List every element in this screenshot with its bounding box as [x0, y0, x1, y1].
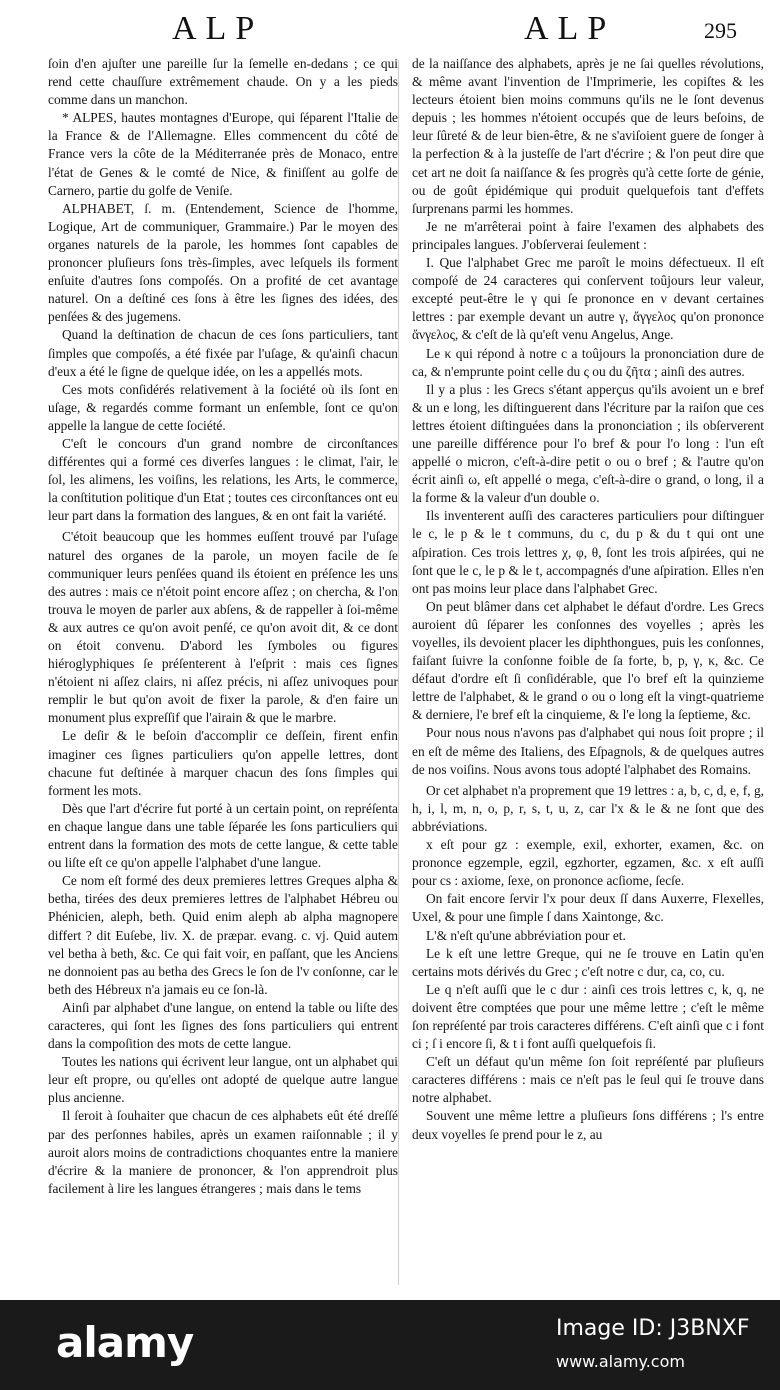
paragraph: Ce nom eſt formé des deux premieres lettres Greques alpha & betha, tirées des deux premieres lettres de l'alphabet Hébreu ou Phénicien, aleph, beth. Quid enim aleph ab alpha magnopere differt ? dit Euſebe, liv. X. de præpar. evang. c. vj. Quid autem vel betha à beth, &c. Ce qui fait voir, en paſſant, que les Anciens ne donnoient pas au betha des Grecs le ſon de l'v conſonne, car le beth des Hébreux n'a jamais eu ce ſon-là.	[48, 873, 398, 997]
paragraph: I. Que l'alphabet Grec me paroît le moins défectueux. Il eſt compoſé de 24 caracteres qui conſervent toûjours leur valeur, excepté peut-être le γ qui ſe prononce en ν devant certaines lettres : par exemple devant un autre γ, ἄγγελος qu'on prononce ἄνγελος, & c'eſt de là qu'eſt venu Angelus, Ange.	[412, 255, 764, 343]
paragraph: Il ſeroit à ſouhaiter que chacun de ces alphabets eût été dreſſé par des perſonnes habiles, après un examen raiſonnable ; il y auroit alors moins de contradictions choquantes entre la maniere d'écrire & la maniere de prononcer, & l'on apprendroit plus facilement à lire les langues étrangeres ; mais dans le tems	[48, 1108, 398, 1196]
paragraph: Le q n'eſt auſſi que le c dur : ainſi ces trois lettres c, k, q, ne doivent être comptées que pour une même lettre ; c'eſt le même ſon repréſenté par trois caracteres différens. C'eſt ainſi que c i font ci ; ſ i encore ſi, & t i font auſſi quelquefois ſi.	[412, 981, 764, 1052]
paragraph: Je ne m'arrêterai point à faire l'examen des alphabets des principales langues. J'obſerverai ſeulement :	[412, 218, 764, 252]
paragraph: Pour nous nous n'avons pas d'alphabet qui nous ſoit propre ; il en eſt de même des Italiens, des Eſpagnols, & de quelques autres de nos voiſins. Nous avons tous adopté l'alphabet des Romains.	[412, 725, 764, 777]
paragraph: x eſt pour gz : exemple, exil, exhorter, examen, &c. on prononce egzemple, egzil, egzhorter, egzamen, &c. x eſt auſſi pour cs : axiome, ſexe, on prononce acſiome, ſecſe.	[412, 837, 764, 889]
running-head-right: ALP	[524, 10, 616, 47]
paragraph: C'étoit beaucoup que les hommes euſſent trouvé par l'uſage naturel des organes de la parole, un moyen facile de ſe communiquer leurs penſées quand ils étoient en préſence les uns des autres : mais ce n'étoit point encore aſſez ; on chercha, & l'on trouva le moyen de parler aux abſens, & de rappeller à ſoi-même & aux autres ce qu'on avoit penſé, ce qu'on avoit dit, & ce dont on étoit convenu. D'abord les ſymboles ou figures hiéroglyphiques ſe préſenterent à l'eſprit : mais ces ſignes n'étoient ni aſſez clairs, ni aſſez précis, ni aſſez univoques pour remplir le but qu'on avoit de fixer la parole, & d'en faire un monument plus expreſſif que l'airain & que le marbre.	[48, 529, 398, 726]
left-text-column	[48, 55, 398, 1293]
paragraph: Le deſir & le beſoin d'accomplir ce deſſein, firent enfin imaginer ces ſignes particuliers qu'on appelle lettres, dont chacune fut deſtinée à marquer chacun des ſons ſimples qui forment les mots.	[48, 728, 398, 798]
watermark-url: www.alamy.com	[556, 1352, 685, 1371]
paragraph: de la naiſſance des alphabets, après je ne ſai quelles révolutions, & même avant l'invention de l'Imprimerie, les copiſtes & les lecteurs étoient bien moins communs qu'ils ne le ſont devenus depuis ; les hommes n'étoient occupés que de leurs beſoins, de leur ſûreté & de leur bien-être, & ne s'aviſoient guere de ſonger à la perfection & à la justeſſe de l'art d'écrire ; & l'on peut dire que cet art ne doit ſa naiſſance & ſes progrès qu'à cette ſorte de génie, ou de goût épidémique qui produit quelquefois tant d'effets ſurprenans parmi les hommes.	[412, 56, 764, 216]
running-head-left: ALP	[172, 10, 264, 47]
paragraph: On fait encore ſervir l'x pour deux ſſ dans Auxerre, Flexelles, Uxel, & pour une ſimple ſ dans Xaintonge, &c.	[412, 891, 764, 925]
paragraph: Toutes les nations qui écrivent leur langue, ont un alphabet qui leur eſt propre, ou qu'elles ont adopté de quelque autre langue plus ancienne.	[48, 1054, 398, 1106]
paragraph: Souvent une même lettre a pluſieurs ſons différens ; l's entre deux voyelles ſe prend pour le z, au	[412, 1108, 764, 1142]
paragraph: Ces mots conſidérés relativement à la ſociété où ils ſont en uſage, & regardés comme formant un enſemble, ſont ce qu'on appelle la langue de cette ſociété.	[48, 381, 398, 433]
paragraph: ALPHABET, ſ. m. (Entendement, Science de l'homme, Logique, Art de communiquer, Grammaire.) Par le moyen des organes naturels de la parole, les hommes ſont capables de prononcer pluſieurs ſons très-ſimples, avec leſquels ils forment enſuite d'autres ſons compoſés. On a profité de cet avantage naturel. On a deſtiné ces ſons à être les ſignes des idées, des penſées & des jugemens.	[48, 200, 398, 325]
paragraph: Le κ qui répond à notre c a toûjours la prononciation dure de ca, & n'emprunte point celle du ς ou du ζῆτα ; ainſi des autres.	[412, 345, 764, 379]
paragraph: C'eſt un défaut qu'un même ſon ſoit repréſenté par pluſieurs caracteres différens : mais ce n'eſt pas le ſeul qui ſe trouve dans notre alphabet.	[412, 1054, 764, 1106]
page-number: 295	[704, 18, 737, 43]
right-text-column	[412, 55, 764, 1293]
paragraph: Il y a plus : les Grecs s'étant apperçus qu'ils avoient un e bref & un e long, les diſtinguerent dans l'écriture par la raiſon que ces lettres étoient diſtinguées dans la prononciation ; ils obſerverent une pareille différence pour l'o bref & pour l'o long : l'un eſt appellé o micron, c'eſt-à-dire petit o ou o bref ; & l'autre qu'on écrit ainſi ω, eſt appellé o mega, c'eſt-à-dire o grand, o long, il a la forme & la valeur d'un double o.	[412, 381, 764, 506]
paragraph: Le k eſt une lettre Greque, qui ne ſe trouve en Latin qu'en certains mots dérivés du Grec ; c'eſt notre c dur, ca, co, cu.	[412, 945, 764, 979]
paragraph: Ils inventerent auſſi des caracteres particuliers pour diſtinguer le c, le p & le t communs, du c, du p & du t qui ont une aſpiration. Ces trois lettres χ, φ, θ, ſont les trois aſpirées, qui ne ſont que le c, le p & le t, accompagnés d'une aſpiration. Elles n'en ont pas moins leur place dans l'alphabet Grec.	[412, 508, 764, 596]
paragraph: Ainſi par alphabet d'une langue, on entend la table ou liſte des caracteres, qui ſont les ſignes des ſons particuliers qui entrent dans la compoſition des mots de cette langue.	[48, 999, 398, 1052]
paragraph: L'& n'eſt qu'une abbréviation pour et.	[426, 927, 626, 943]
paragraph: Dès que l'art d'écrire fut porté à un certain point, on repréſenta en chaque langue dans une table ſéparée les ſons particuliers qui entrent dans la formation des mots de cette langue, & cette table ou liſte eſt ce qu'on appelle l'alphabet d'une langue.	[48, 800, 398, 871]
image-id-label: Image ID: J3BNXF	[556, 1316, 750, 1341]
paragraph: Or cet alphabet n'a proprement que 19 lettres : a, b, c, d, e, f, g, h, i, l, m, n, o, p, r, s, t, u, z, car l'x & le & ne ſont que des abbréviations.	[412, 782, 764, 834]
column-divider	[398, 60, 399, 1285]
paragraph: On peut blâmer dans cet alphabet le défaut d'ordre. Les Grecs auroient dû ſéparer les conſonnes des voyelles ; après les voyelles, ils devoient placer les diphthongues, puis les conſonnes, faiſant ſuivre la conſonne foible de ſa forte, b, p, γ, κ, &c. Ce défaut d'ordre eſt ſi conſidérable, que l'o bref eſt la quinzieme lettre de l'alphabet, & le grand o ou o long eſt la vingt-quatrieme & derniere, l'e bref eſt la cinquieme, & l'e long la ſeptieme, &c.	[412, 598, 764, 723]
paragraph: * ALPES, hautes montagnes d'Europe, qui ſéparent l'Italie de la France & de l'Allemagne. Elles commencent du côté de France vers la côte de la Méditerranée près de Monaco, entre l'état de Genes & le comté de Nice, & finiſſent au golfe de Carnero, partie du golfe de Veniſe.	[48, 110, 398, 198]
paragraph: C'eſt le concours d'un grand nombre de circonſtances différentes qui a formé ces diverſes langues : le climat, l'air, le ſol, les alimens, les voiſins, les relations, les Arts, le commerce, la conſtitution politique d'un Etat ; toutes ces circonſtances ont eu leur part dans la formation des langues, & en ont fait la variété.	[48, 435, 398, 524]
paragraph: ſoin d'en ajuſter une pareille ſur la ſemelle en-dedans ; ce qui rend cette chauſſure extrêmement chaude. On y a les pieds comme dans un manchon.	[48, 56, 398, 108]
paragraph: Quand la deſtination de chacun de ces ſons particuliers, tant ſimples que compoſés, a été fixée par l'uſage, & qu'ainſi chacun d'eux a été le ſigne de quelque idée, on les a appellés mots.	[48, 327, 398, 379]
alamy-logo: alamy	[56, 1318, 194, 1367]
